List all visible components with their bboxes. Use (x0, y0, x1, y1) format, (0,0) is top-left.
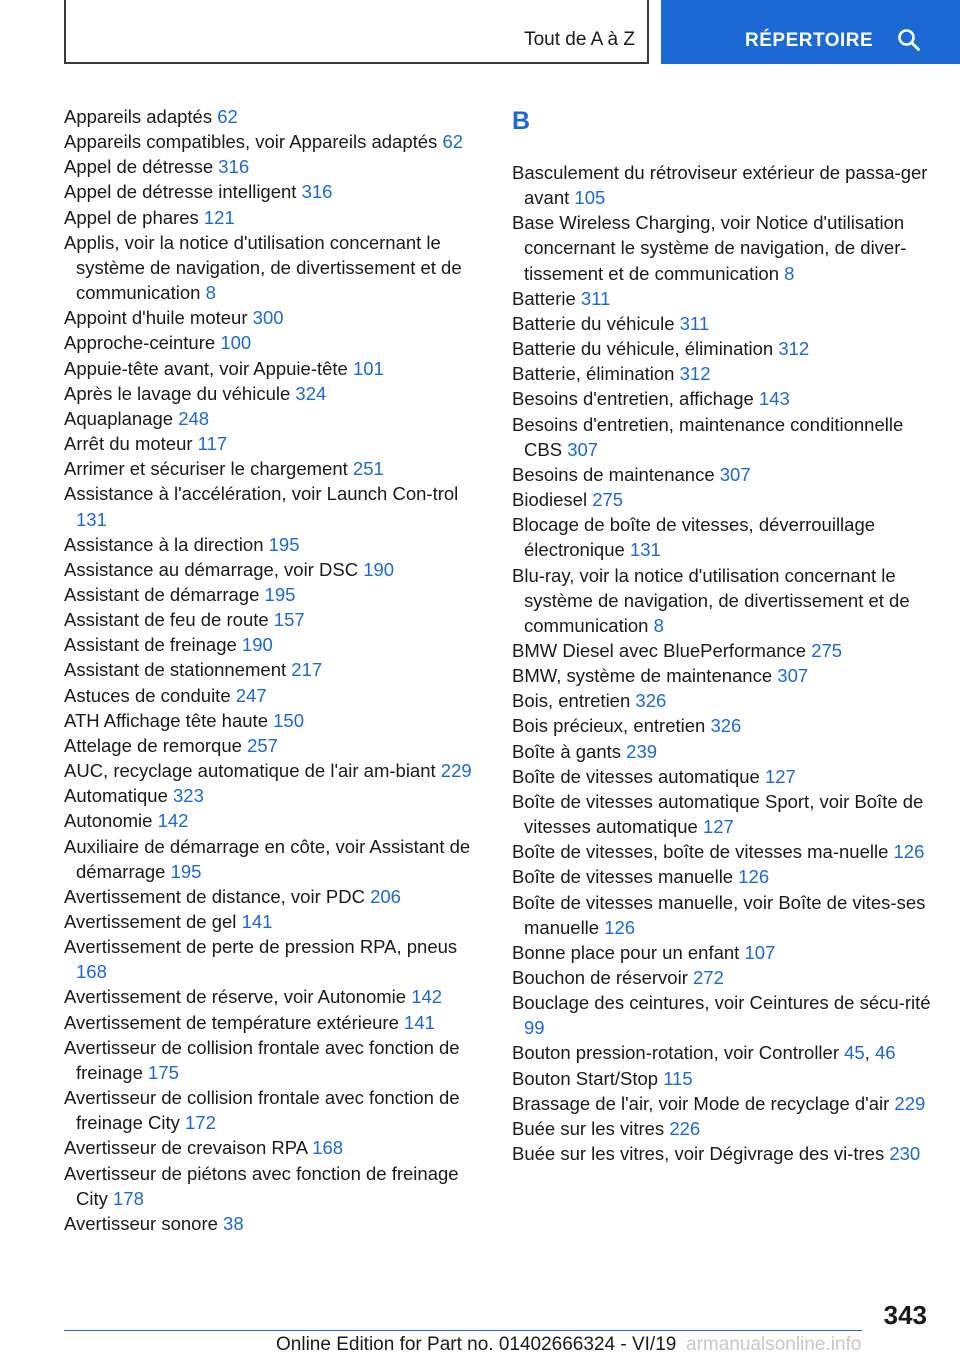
page-link[interactable]: 324 (295, 382, 327, 404)
page-link[interactable]: 316 (218, 156, 250, 178)
page-link[interactable]: 300 (252, 307, 284, 329)
page-link[interactable]: 141 (241, 911, 273, 932)
index-entry-text: Avertisseur sonore (64, 1212, 224, 1234)
index-entry-text: Batterie (512, 287, 581, 309)
page-link[interactable]: 195 (268, 533, 300, 555)
index-entry-text: Assistance à la direction (64, 533, 269, 555)
index-entry (512, 286, 932, 311)
index-entry (64, 984, 484, 1009)
index-entry (512, 512, 932, 562)
index-entry-text: Bois, entretien (512, 690, 636, 712)
index-entry-text: Appuie-tête avant, voir Appuie-tête (64, 357, 353, 379)
page-link[interactable]: 178 (113, 1187, 144, 1209)
index-entry-text: Bouton Start/Stop (512, 1067, 664, 1089)
index-column-left (64, 104, 484, 1236)
index-entry-text: AUC, recyclage automatique de l'air am-biant (64, 760, 441, 782)
index-entry-text: BMW Diesel avec BluePerformance (512, 639, 812, 661)
page-link[interactable]: 127 (702, 816, 734, 838)
index-entry (64, 1035, 484, 1085)
index-entry-text: BMW, système de maintenance (512, 665, 778, 687)
page-link[interactable]: 101 (353, 357, 384, 379)
index-entry (64, 230, 484, 305)
index-entry-text: Assistant de stationnement (64, 659, 292, 681)
index-entry (512, 638, 932, 663)
index-entry (512, 563, 932, 638)
index-entry-text: Besoins d'entretien, maintenance conditionnelle CBS (512, 413, 904, 460)
index-entry-text: Besoins d'entretien, affichage (512, 388, 759, 410)
index-entry (64, 783, 484, 808)
index-entry (64, 934, 484, 984)
index-entry-text: Boîte à gants (512, 740, 627, 762)
index-entry-text: Bois précieux, entretien (512, 715, 711, 737)
index-entry (64, 808, 484, 833)
page-link[interactable]: 141 (404, 1011, 435, 1033)
page-link[interactable]: 8 (205, 282, 216, 304)
page-link[interactable]: 311 (679, 312, 710, 334)
index-entry-text: Bouclage des ceintures, voir Ceintures de sécu-rité (512, 992, 931, 1014)
index-entry (64, 708, 484, 733)
footer-edition: Online Edition for Part no. 01402666324 - VI/19 (276, 1334, 677, 1355)
index-entry (64, 733, 484, 758)
page-link[interactable]: 307 (777, 665, 809, 687)
index-entry-text: Avertisseur de crevaison RPA (64, 1137, 313, 1159)
page-link[interactable]: 195 (170, 860, 202, 882)
index-entry-text: Batterie du véhicule (512, 312, 680, 334)
index-entry-text: ATH Affichage tête haute (64, 709, 274, 731)
index-entry (64, 834, 484, 884)
page-link[interactable]: 45 (844, 1042, 865, 1064)
tab-repertoire-label: RÉPERTOIRE (745, 30, 874, 51)
index-entry (512, 990, 932, 1040)
index-entry-text: Avertissement de température extérieure (64, 1011, 405, 1033)
page-link[interactable]: 126 (738, 866, 770, 888)
page-link[interactable]: 275 (811, 639, 843, 661)
page-link[interactable]: 100 (220, 332, 252, 354)
index-column-right (512, 104, 932, 1166)
page-link[interactable]: 217 (291, 659, 323, 681)
page-link[interactable]: 247 (235, 684, 267, 706)
page-link[interactable]: 312 (679, 363, 711, 385)
index-entry-text: Arrêt du moteur (64, 433, 198, 455)
index-entry-text: Blu-ray, voir la notice d'utilisation concernant le système de navigation, de divertissement et de communication (512, 564, 910, 636)
index-entry (512, 160, 932, 210)
page-link[interactable]: 121 (203, 206, 235, 228)
index-entry-text: Assistance à l'accélération, voir Launch Con-trol (64, 483, 459, 505)
index-entries-b (512, 160, 932, 1166)
index-entry-text: Boîte de vitesses manuelle (512, 866, 739, 888)
index-entry-text: Besoins de maintenance (512, 463, 720, 485)
page-link[interactable]: 62 (442, 131, 464, 153)
index-entry-text: Assistance au démarrage, voir DSC (64, 558, 364, 580)
page-link[interactable]: 239 (626, 740, 658, 762)
index-entry-text: Boîte de vitesses automatique (512, 765, 765, 787)
page-link[interactable]: 323 (173, 785, 204, 807)
index-entry-text: Batterie du véhicule, élimination (512, 338, 779, 360)
index-entry-text: Assistant de freinage (64, 634, 242, 656)
index-entry (512, 713, 932, 738)
index-entry-text: Autonomie (64, 810, 158, 832)
page-link[interactable]: 142 (411, 986, 443, 1008)
index-entry (64, 884, 484, 909)
index-entry (512, 386, 932, 411)
page-link[interactable]: 206 (370, 885, 401, 907)
index-entry (64, 607, 484, 632)
index-entry (64, 1085, 484, 1135)
index-entry (64, 431, 484, 456)
index-entry-text: Automatique (64, 785, 174, 807)
index-entry (512, 1141, 932, 1166)
page-link[interactable]: 127 (764, 765, 796, 787)
index-entry-text: Auxiliaire de démarrage en côte, voir Assistant de démarrage (64, 835, 471, 882)
index-entry (64, 632, 484, 657)
page-link[interactable]: 229 (440, 760, 472, 782)
index-entry (512, 487, 932, 512)
index-entry (64, 481, 484, 531)
page-link[interactable]: 157 (273, 609, 305, 631)
page-link[interactable]: 316 (301, 181, 333, 203)
index-entry-text: Assistant de feu de route (64, 609, 274, 631)
page-link[interactable]: 190 (241, 634, 273, 656)
page-link[interactable]: 251 (352, 458, 384, 480)
index-entry (64, 406, 484, 431)
index-entry-text: Avertisseur de piétons avec fonction de freinage City (64, 1162, 459, 1209)
index-entry (64, 205, 484, 230)
index-entry (512, 839, 932, 864)
page-link[interactable]: 107 (744, 941, 776, 963)
page-link[interactable]: 115 (663, 1067, 693, 1089)
index-entry-text: Appel de détresse (64, 156, 219, 178)
page-link[interactable]: 105 (574, 187, 606, 209)
index-entry-text: Boîte de vitesses manuelle, voir Boîte de vites-ses manuelle (512, 891, 926, 938)
index-entry-text: Avertissement de réserve, voir Autonomie (64, 986, 412, 1008)
page-link[interactable]: 172 (185, 1112, 216, 1134)
index-entry-text: Appareils compatibles, voir Appareils adaptés (64, 131, 443, 153)
index-entry (512, 336, 932, 361)
index-entry-text: Avertisseur de collision frontale avec fonction de freinage City (64, 1087, 460, 1134)
index-entry (64, 179, 484, 204)
index-entry-text: Après le lavage du véhicule (64, 382, 296, 404)
page-link[interactable]: 272 (693, 967, 724, 988)
index-entry-text: Aquaplanage (64, 407, 179, 429)
index-entry-text: Batterie, élimination (512, 363, 680, 385)
index-entry (512, 361, 932, 386)
page-link[interactable]: 131 (76, 508, 107, 530)
index-entry-text: Blocage de boîte de vitesses, déverrouillage électronique (512, 514, 876, 561)
page-link[interactable]: 38 (223, 1212, 244, 1234)
page-link[interactable]: 131 (629, 539, 661, 561)
page-link[interactable]: 8 (784, 262, 795, 284)
page-link[interactable]: 168 (76, 961, 107, 983)
header-left-box (64, 0, 649, 64)
page-link[interactable]: 312 (778, 338, 810, 360)
page-link[interactable]: 62 (217, 106, 238, 127)
index-entry (64, 104, 484, 129)
footer-divider (64, 1330, 862, 1331)
index-entry (64, 154, 484, 179)
page-link[interactable]: 248 (178, 407, 210, 429)
index-entry-text: Buée sur les vitres, voir Dégivrage des vi-tres (512, 1143, 890, 1165)
index-entry (64, 557, 484, 582)
index-entry-text: Applis, voir la notice d'utilisation concernant le système de navigation, de divertissement et de communication (64, 231, 462, 304)
index-entry-text: Base Wireless Charging, voir Notice d'utilisation concernant le système de navigation, de diver-tissement et de communication (512, 212, 907, 284)
page-link[interactable]: 143 (758, 388, 790, 410)
page-link[interactable]: 226 (669, 1117, 701, 1139)
index-entry (64, 657, 484, 682)
index-entry (512, 764, 932, 789)
index-entry: Bouton pression-rotation, voir Controller 45, 46 (512, 1042, 896, 1064)
index-entry-text: Assistant de démarrage (64, 583, 265, 605)
watermark-text: armanualsonline.info (686, 1334, 862, 1355)
index-entry-text: Appoint d'huile moteur (64, 307, 253, 329)
index-entry (512, 965, 932, 990)
page-link[interactable]: 311 (580, 287, 611, 309)
index-entry (512, 789, 932, 839)
page-link[interactable]: 275 (592, 489, 624, 511)
index-entry (64, 330, 484, 355)
index-entry-text: Brassage de l'air, voir Mode de recyclage d'air (512, 1092, 895, 1114)
index-entry-text: Appel de phares (64, 206, 204, 228)
index-entry-text: Avertissement de distance, voir PDC (64, 885, 371, 907)
index-entry-text: Bouton pression-rotation, voir Controller (512, 1042, 845, 1064)
page-link[interactable]: 307 (719, 463, 751, 485)
index-entry (512, 739, 932, 764)
page-link[interactable]: 150 (273, 709, 304, 731)
page-link[interactable]: 230 (889, 1143, 921, 1165)
index-entry-text: Basculement du rétroviseur extérieur de passa-ger avant (512, 162, 928, 209)
page-link[interactable]: 168 (312, 1137, 344, 1159)
tab-tout-de-a-a-z[interactable]: Tout de A à Z (524, 29, 635, 50)
index-entry (64, 381, 484, 406)
index-entry (512, 890, 932, 940)
index-entry-text: Biodiesel (512, 489, 593, 511)
page-number: 343 (883, 1300, 927, 1330)
page-link[interactable]: 46 (875, 1042, 896, 1064)
index-entry (512, 864, 932, 889)
index-entry-text: Arrimer et sécuriser le chargement (64, 458, 353, 480)
index-entry (512, 688, 932, 713)
page-link[interactable]: 99 (524, 1017, 545, 1039)
index-entry (512, 1066, 932, 1091)
index-entry-text: Boîte de vitesses, boîte de vitesses ma-nuelle (512, 841, 894, 863)
index-entry (64, 909, 484, 934)
page-link[interactable]: 117 (197, 433, 228, 455)
page-link[interactable]: 190 (363, 558, 395, 580)
page-link[interactable]: 175 (148, 1061, 179, 1083)
index-entry (512, 412, 932, 462)
index-entry (64, 1161, 484, 1211)
index-entry (64, 305, 484, 330)
search-icon[interactable] (897, 28, 921, 52)
index-entry-text: Avertissement de perte de pression RPA, pneus (64, 936, 458, 958)
page-link[interactable]: 326 (710, 715, 742, 737)
index-entry (512, 1116, 932, 1141)
index-entry-text: Avertissement de gel (64, 911, 242, 932)
page-link[interactable]: 126 (604, 916, 636, 938)
index-entry-text: Avertisseur de collision frontale avec fonction de freinage (64, 1036, 460, 1083)
index-entry (512, 1091, 932, 1116)
index-entry (64, 1135, 484, 1160)
page-link[interactable]: 307 (567, 438, 599, 460)
index-entry (64, 356, 484, 381)
page-link[interactable]: 142 (157, 810, 189, 832)
index-entry (64, 1211, 484, 1236)
page-link[interactable]: 326 (635, 690, 667, 712)
index-entry (512, 462, 932, 487)
index-entry (64, 1010, 484, 1035)
index-entry-text: Bonne place pour un enfant (512, 941, 745, 963)
page-link[interactable]: 257 (247, 734, 278, 756)
page-link[interactable]: 195 (264, 583, 296, 605)
index-entry-text: Astuces de conduite (64, 684, 236, 706)
index-entry-text: Boîte de vitesses automatique Sport, voir Boîte de vitesses automatique (512, 790, 924, 838)
index-entry-text: Approche-ceinture (64, 332, 221, 354)
index-entry-text: Appel de détresse intelligent (64, 181, 302, 203)
index-entry (64, 456, 484, 481)
index-entry (64, 758, 484, 783)
index-entry (64, 683, 484, 708)
page-link[interactable]: 229 (894, 1092, 926, 1114)
index-entry (512, 210, 932, 285)
index-entry (512, 940, 932, 965)
index-entry (512, 311, 932, 336)
tab-repertoire[interactable] (661, 0, 960, 64)
index-entry (64, 582, 484, 607)
page-link[interactable]: 126 (893, 841, 925, 863)
index-entry-text: Attelage de remorque (64, 734, 248, 756)
index-entry-text: Buée sur les vitres (512, 1117, 670, 1139)
index-entry (512, 663, 932, 688)
index-entry-text: Appareils adaptés (64, 106, 218, 127)
index-entry-text: Bouchon de réservoir (512, 967, 693, 988)
index-entry (64, 532, 484, 557)
index-entry (64, 129, 484, 154)
page-link[interactable]: 8 (653, 614, 664, 636)
index-letter-heading: B (512, 107, 531, 135)
